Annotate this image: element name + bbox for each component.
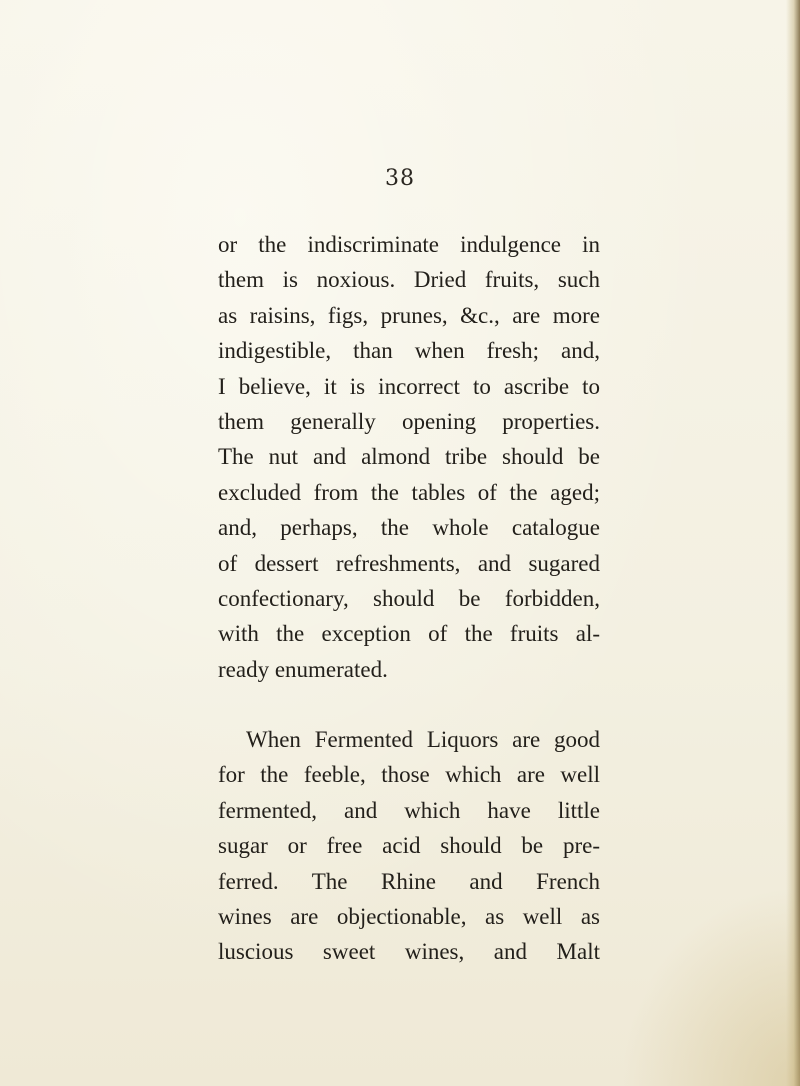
body-text	[218, 227, 600, 970]
text-line: or the indiscriminate indulgence in	[218, 232, 600, 257]
text-line: for the feeble, those which are well	[218, 762, 600, 788]
paragraph-2	[218, 722, 600, 970]
text-line: fermented, and which have little	[218, 797, 600, 823]
text-line: wines are objectionable, as well as	[218, 904, 600, 930]
text-line: I believe, it is incorrect to ascribe to	[218, 373, 600, 399]
text-line: confectionary, should be forbidden,	[218, 585, 600, 611]
text-line: them generally opening properties.	[218, 408, 600, 434]
text-line: ferred. The Rhine and French	[218, 868, 600, 894]
paper-stain	[620, 886, 800, 1086]
text-line: as raisins, figs, prunes, &c., are more	[218, 302, 600, 328]
text-line: them is noxious. Dried fruits, such	[218, 267, 600, 293]
paragraph-1	[218, 227, 600, 687]
page-number: 38	[385, 166, 415, 191]
text-line: ready enumerated.	[218, 656, 388, 682]
text-line: excluded from the tables of the aged;	[218, 479, 600, 505]
text-line: indigestible, than when fresh; and,	[218, 338, 600, 364]
text-line: The nut and almond tribe should be	[218, 444, 600, 470]
text-line: sugar or free acid should be pre-	[218, 833, 600, 859]
text-line: and, perhaps, the whole catalogue	[218, 515, 600, 541]
text-line: luscious sweet wines, and Malt	[218, 939, 600, 965]
text-line: of dessert refreshments, and sugared	[218, 550, 600, 576]
paragraph-gap	[218, 687, 600, 722]
text-line: When Fermented Liquors are good	[246, 727, 600, 753]
text-line: with the exception of the fruits al-	[218, 621, 600, 647]
